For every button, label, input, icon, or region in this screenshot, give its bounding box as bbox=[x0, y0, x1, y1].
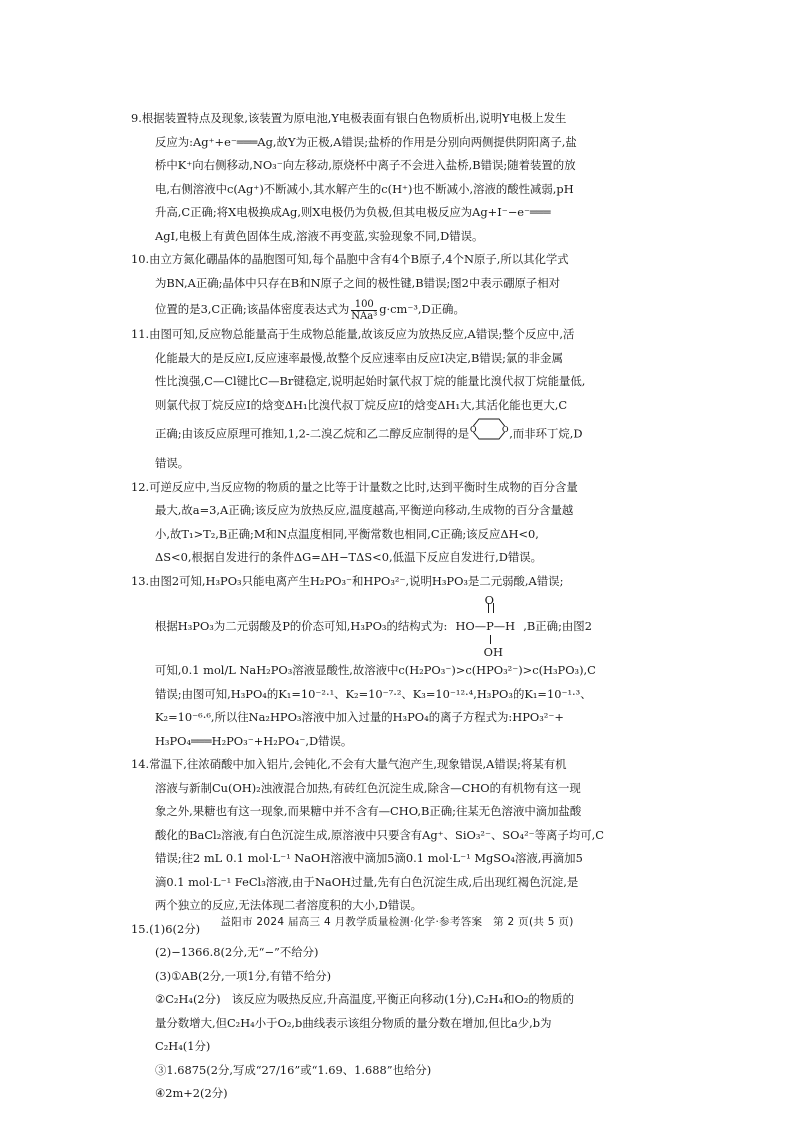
q13-structure-text-after: ,B正确;由图2 bbox=[523, 619, 592, 633]
answer-body bbox=[131, 107, 671, 1106]
q14-line: 滴0.1 mol·L⁻¹ FeCl₃溶液,由于NaOH过量,先有白色沉淀生成,后出现红褐色沉淀,是 bbox=[155, 874, 579, 889]
q9-line: 9.根据装置特点及现象,该装置为原电池,Y电极表面有银白色物质析出,说明Y电极上发生 bbox=[131, 111, 567, 125]
q11-line: 11.由图可知,反应物总能量高于生成物总能量,故该反应为放热反应,A错误;整个反应中,活 bbox=[131, 327, 575, 341]
q9-line: 桥中K⁺向右侧移动,NO₃⁻向左移动,原烧杯中离子不会进入盐桥,B错误;随着装置的放 bbox=[155, 158, 576, 172]
q13-line: 可知,0.1 mol/L NaH₂PO₃溶液显酸性,故溶液中c(H₂PO₃⁻)>c(HPO₃²⁻)>c(H₃PO₃),C bbox=[155, 663, 596, 677]
q9-line: AgI,电极上有黄色固体生成,溶液不再变蓝,实验现象不同,D错误。 bbox=[155, 228, 484, 243]
dioxane-ring-icon bbox=[469, 417, 509, 452]
q15-line: C₂H₄(1分) bbox=[155, 1039, 211, 1053]
q9-line: 电,右侧溶液中c(Ag⁺)不断减小,其水解产生的c(H⁺)也不断减小,溶液的酸性减弱,pH bbox=[155, 181, 574, 196]
phosphorous-acid-structure bbox=[447, 593, 523, 659]
q12-line: 最大,故a=3,A正确;该反应为放热反应,温度越高,平衡逆向移动,生成物的百分含量越 bbox=[155, 503, 574, 517]
q12-line: 小,故T₁>T₂,B正确;M和N点温度相同,平衡常数也相同,C正确;该反应ΔH<0, bbox=[155, 526, 539, 541]
q14-line: 两个独立的反应,无法体现二者溶度积的大小,D错误。 bbox=[155, 898, 422, 912]
q9-line: 反应为:Ag⁺+e⁻═══Ag,故Y为正极,A错误;盐桥的作用是分别向两侧提供阴阳离子,盐 bbox=[155, 134, 577, 149]
structure-double-bond bbox=[488, 603, 494, 613]
q12-line: ΔS<0,根据自发进行的条件ΔG=ΔH−TΔS<0,低温下反应自发进行,D错误。 bbox=[155, 550, 543, 564]
svg-text:O: O bbox=[502, 425, 509, 434]
q15-line: (3)①AB(2分,一项1分,有错不给分) bbox=[155, 968, 332, 983]
q11-ring-text: 正确;由该反应原理可推知,1,2-二溴乙烷和乙二醇反应制得的是 bbox=[155, 426, 470, 441]
q10-density-line bbox=[131, 295, 671, 323]
structure-top-o: O bbox=[484, 593, 494, 607]
q14-line: 象之外,果糖也有这一现象,而果糖中并不含有—CHO,B正确;往某无色溶液中滴加盐酸 bbox=[155, 804, 582, 818]
q14-line: 14.常温下,往浓硝酸中加入铝片,会钝化,不会有大量气泡产生,现象错误,A错误;将某有机 bbox=[131, 757, 567, 771]
fraction-numerator: 100 bbox=[351, 299, 377, 311]
svg-text:O: O bbox=[470, 425, 477, 434]
q13-line: H₃PO₄═══H₂PO₃⁻+H₂PO₄⁻,D错误。 bbox=[155, 733, 353, 748]
fraction-denominator: NAa³ bbox=[351, 310, 378, 322]
q13-structure-text: 根据H₃PO₃为二元弱酸及P的价态可知,H₃PO₃的结构式为: bbox=[155, 619, 448, 633]
q11-line: 错误。 bbox=[155, 456, 190, 470]
q11-line: 性比溴强,C—Cl键比C—Br键稳定,说明起始时氯代叔丁烷的能量比溴代叔丁烷能量低, bbox=[155, 374, 586, 388]
page-footer: 益阳市 2024 届高三 4 月教学质量检测·化学·参考答案 第 2 页(共 5 页) bbox=[220, 916, 574, 928]
structure-middle: HO—P—H bbox=[455, 619, 516, 633]
q15-line: ③1.6875(2分,写成“27/16”或“1.69、1.688”也给分) bbox=[155, 1062, 432, 1077]
q15-line: ②C₂H₄(2分) 该反应为吸热反应,升高温度,平衡正向移动(1分),C₂H₄和O₂的物质的 bbox=[155, 992, 574, 1006]
density-fraction bbox=[351, 299, 377, 322]
q10-density-text: 位置的是3,C正确;该晶体密度表达式为 bbox=[155, 302, 350, 316]
q15-line: ④2m+2(2分) bbox=[155, 1086, 228, 1100]
q14-line: 溶液与新制Cu(OH)₂浊液混合加热,有砖红色沉淀生成,除含—CHO的有机物有这一现 bbox=[155, 780, 581, 795]
q11-ring-text-after: ,而非环丁烷,D bbox=[509, 426, 583, 441]
q15-line: 量分数增大,但C₂H₄小于O₂,b曲线表示该组分物质的量分数在增加,但比a少,b为 bbox=[155, 1015, 552, 1030]
q14-line: 错误;往2 mL 0.1 mol·L⁻¹ NaOH溶液中滴加5滴0.1 mol·L⁻¹ MgSO₄溶液,再滴加5 bbox=[155, 851, 583, 865]
q15-line: (2)−1366.8(2分,无“−”不给分) bbox=[155, 945, 319, 959]
structure-bottom-oh: OH bbox=[483, 645, 503, 659]
q15-line: 15.(1)6(2分) bbox=[131, 921, 201, 936]
q13-line: 错误;由图可知,H₃PO₄的K₁=10⁻²·¹、K₂=10⁻⁷·²、K₃=10⁻¹²·⁴,H₃PO₃的K₁=10⁻¹·³、 bbox=[155, 686, 592, 701]
q10-line: 为BN,A正确;晶体中只存在B和N原子之间的极性键,B错误;图2中表示硼原子相对 bbox=[155, 275, 561, 290]
q10-density-unit: g·cm⁻³,D正确。 bbox=[379, 302, 465, 316]
q9-line: 升高,C正确;将X电极换成Ag,则X电极仍为负极,但其电极反应为Ag+I⁻−e⁻═══ bbox=[155, 205, 551, 219]
q11-ring-line bbox=[131, 417, 671, 452]
q12-line: 12.可逆反应中,当反应物的物质的量之比等于计量数之比时,达到平衡时生成物的百分含量 bbox=[131, 479, 578, 494]
q13-line: 13.由图2可知,H₃PO₃只能电离产生H₂PO₃⁻和HPO₃²⁻,说明H₃PO₃是二元弱酸,A错误; bbox=[131, 573, 564, 588]
q10-line: 10.由立方氮化硼晶体的晶胞图可知,每个晶胞中含有4个B原子,4个N原子,所以其化学式 bbox=[131, 252, 569, 266]
q11-line: 化能最大的是反应Ⅰ,反应速率最慢,故整个反应速率由反应Ⅰ决定,B错误;氯的非金属 bbox=[155, 350, 563, 365]
q11-line: 则氯代叔丁烷反应Ⅰ的焓变ΔH₁比溴代叔丁烷反应Ⅰ的焓变ΔH₁大,其活化能也更大,C bbox=[155, 397, 568, 412]
q13-line: K₂=10⁻⁶·⁶,所以往Na₂HPO₃溶液中加入过量的H₃PO₄的离子方程式为:HPO₃²⁻+ bbox=[155, 710, 564, 724]
q13-structure-line bbox=[131, 593, 671, 659]
q14-line: 酸化的BaCl₂溶液,有白色沉淀生成,原溶液中只要含有Ag⁺、SiO₃²⁻、SO₄²⁻等离子均可,C bbox=[155, 827, 604, 842]
